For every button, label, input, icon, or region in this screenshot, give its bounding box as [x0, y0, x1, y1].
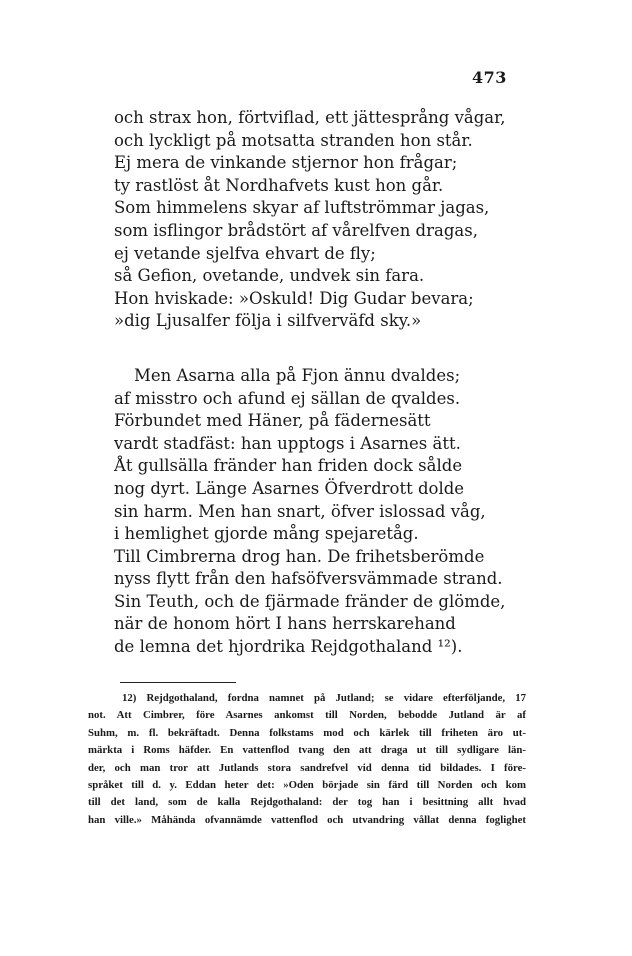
poem-line: Ej mera de vinkande stjernor hon frågar;: [114, 153, 458, 173]
footnote-line: till det land, som de kalla Rejdgothaland: der tog han i besittning allt hvad: [88, 796, 526, 809]
poem-line: som isflingor brådstört af vårelfven dragas,: [114, 220, 478, 240]
footnote-line: not. Att Cimbrer, före Asarnes ankomst till Norden, bebodde Jutland är af: [88, 709, 526, 722]
poem-line: Till Cimbrerna drog han. De frihetsberömde: [114, 546, 485, 566]
poem-line: så Gefion, ovetande, undvek sin fara.: [114, 266, 425, 286]
poem-line: och strax hon, förtviflad, ett jättesprång vågar,: [114, 108, 506, 127]
poem-line: när de honom hört I hans herrskarehand: [114, 614, 456, 634]
page-number: 473: [472, 68, 507, 87]
poem-line: Åt gullsälla fränder han friden dock sålde: [114, 456, 463, 476]
footnote-line: språket till d. y. Eddan heter det: »Oden började sin färd till Norden och kom: [88, 779, 526, 792]
footnote: [88, 690, 526, 829]
poem-line: nyss flytt från den hafsöfversvämmade strand.: [114, 569, 503, 589]
poem-line: af misstro och afund ej sällan de qvaldes.: [114, 388, 461, 408]
footnote-line: märkta i Roms häfder. En vattenflod tvang den att draga ut till sydligare län-: [88, 744, 526, 757]
poem-line: ej vetande sjelfva ehvart de fly;: [114, 243, 376, 263]
poem-line: Sin Teuth, och de fjärmade fränder de glömde,: [114, 591, 506, 611]
poem-line: Som himmelens skyar af luftströmmar jagas,: [114, 198, 490, 218]
poem-line: sin harm. Men han snart, öfver islossad våg,: [114, 501, 486, 521]
footnote-line: der, och man tror att Jutlands stora sandrefvel vid denna tid bildades. I före-: [88, 761, 526, 774]
footnote-line: han ville.» Måhända ofvannämde vattenflod och utvandring vållat denna foglighet: [88, 813, 526, 826]
poem-line: nog dyrt. Länge Asarnes Öfverdrott dolde: [114, 478, 465, 498]
poem-line: i hemlighet gjorde mång spejaretåg.: [114, 524, 419, 544]
poem-body: [114, 107, 524, 659]
poem-line: Men Asarna alla på Fjon ännu dvaldes;: [134, 365, 461, 385]
poem-line: ty rastlöst åt Nordhafvets kust hon går.: [114, 175, 444, 195]
poem-line: Hon hviskade: »Oskuld! Dig Gudar bevara;: [114, 288, 474, 308]
poem-line: »dig Ljusalfer följa i silfverväfd sky.»: [114, 311, 422, 331]
footnote-divider: [120, 682, 236, 683]
poem-line: vardt stadfäst: han upptogs i Asarnes ätt.: [114, 433, 461, 453]
stanza-2: [114, 365, 524, 659]
stanza-1: [114, 107, 524, 333]
poem-line: och lyckligt på motsatta stranden hon står.: [114, 130, 473, 150]
stanza-break: [114, 333, 524, 365]
footnote-line: Suhm, m. fl. bekräftadt. Denna folkstams mod och kärlek till friheten äro ut-: [88, 726, 526, 739]
poem-line: Förbundet med Häner, på fädernesätt: [114, 411, 431, 431]
poem-line: de lemna det hjordrika Rejdgothaland ¹²).: [114, 637, 463, 657]
footnote-line: 12) Rejdgothaland, fordna namnet på Jutland; se vidare efterföljande, 17: [122, 692, 526, 704]
